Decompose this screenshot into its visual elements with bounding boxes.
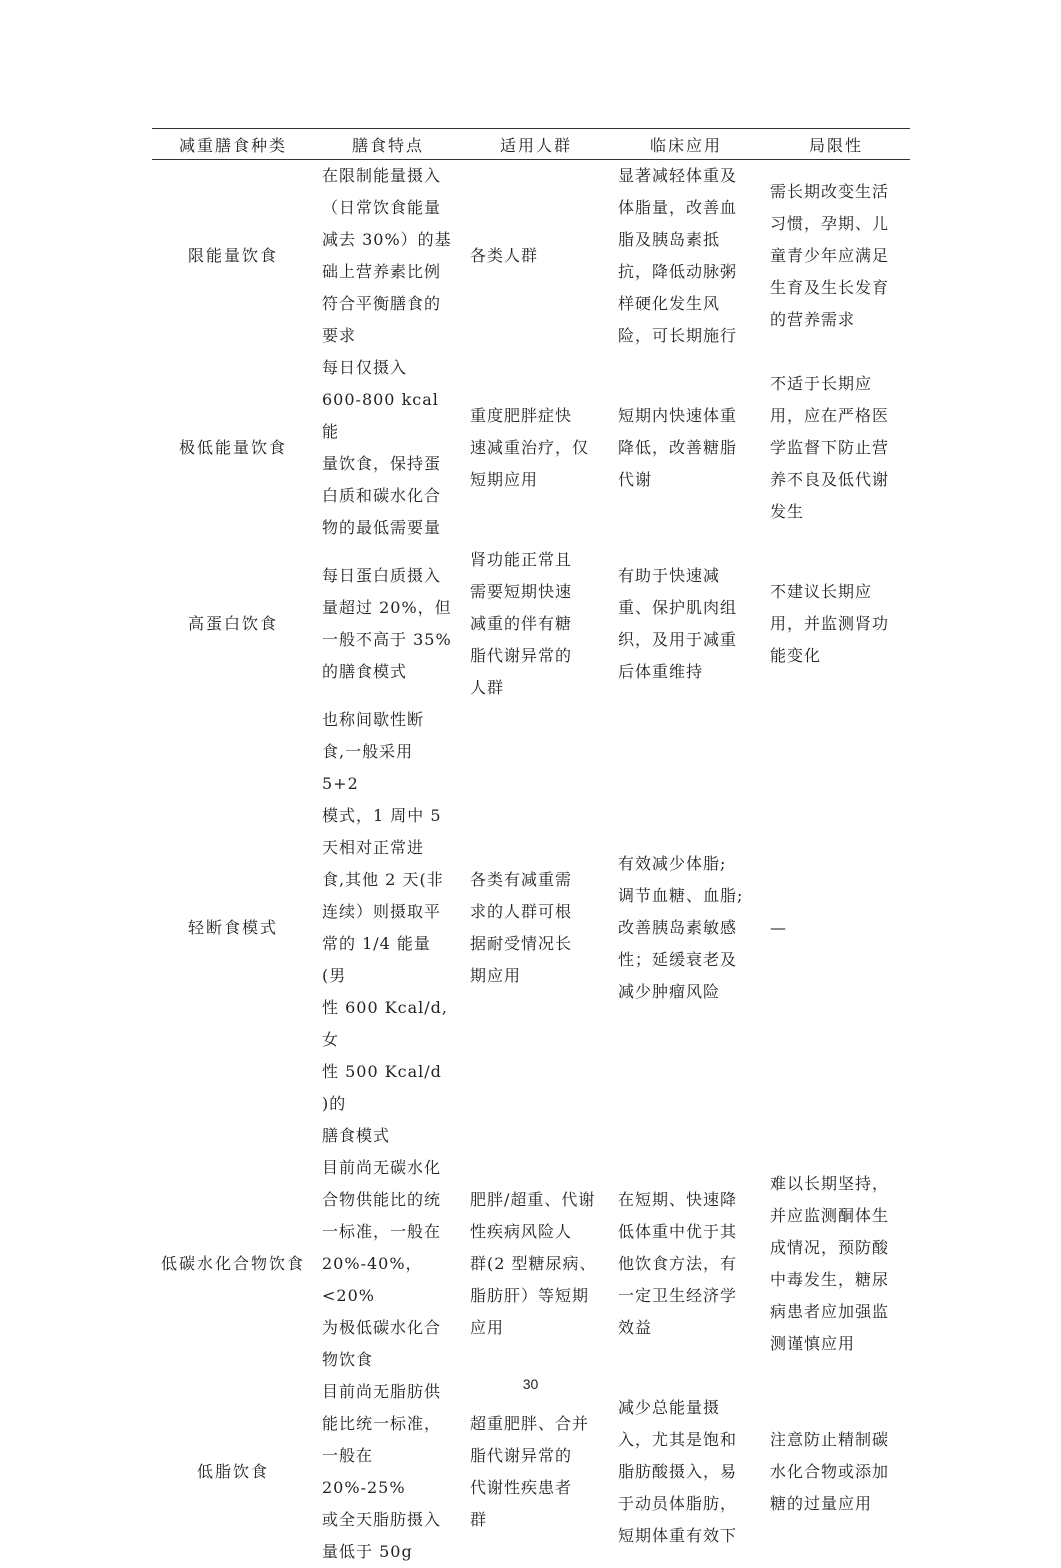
table-row [152, 704, 910, 1152]
table-header [152, 129, 910, 160]
population-cell [462, 1376, 610, 1568]
population-cell [462, 160, 610, 353]
diet-type-cell [152, 1152, 314, 1376]
limitations: — [770, 912, 902, 944]
features-cell [314, 1376, 462, 1568]
header-clinical: 临床应用 [610, 129, 762, 160]
diet-features: 每日蛋白质摄入 量超过 20%，但 一般不高于 35% 的膳食模式 [322, 560, 454, 688]
population-cell [462, 704, 610, 1152]
clinical-cell [610, 1152, 762, 1376]
table-row [152, 160, 910, 353]
population-cell [462, 352, 610, 544]
clinical-application: 在短期、快速降 低体重中优于其 他饮食方法，有 一定卫生经济学 效益 [618, 1184, 754, 1344]
diet-type-cell [152, 1376, 314, 1568]
limitations: 不建议长期应 用，并监测肾功 能变化 [770, 576, 902, 672]
limitations-cell [762, 704, 910, 1152]
diet-type: 轻断食模式 [152, 912, 314, 944]
table-row [152, 544, 910, 704]
header-limitations: 局限性 [762, 129, 910, 160]
diet-type: 高蛋白饮食 [152, 608, 314, 640]
clinical-cell [610, 160, 762, 353]
target-population: 肾功能正常且 需要短期快速 减重的伴有糖 脂代谢异常的 人群 [470, 544, 602, 704]
diet-features: 每日仅摄入 600-800 kcal 能 量饮食，保持蛋 白质和碳水化合 物的最低需要量 [322, 352, 454, 544]
features-cell [314, 544, 462, 704]
diet-features: 也称间歇性断 食,一般采用 5+2 模式，1 周中 5 天相对正常进 食,其他 2 天(非 连续）则摄取平 常的 1/4 能量(男 性 600 Kcal/d,女 性 500 Kcal/d )的 膳食模式 [322, 704, 454, 1152]
diet-type-cell [152, 160, 314, 353]
header-diet-type: 减重膳食种类 [152, 129, 314, 160]
features-cell [314, 704, 462, 1152]
features-cell [314, 160, 462, 353]
limitations-cell [762, 544, 910, 704]
diet-type: 限能量饮食 [152, 240, 314, 272]
clinical-cell [610, 544, 762, 704]
population-cell [462, 544, 610, 704]
features-cell [314, 352, 462, 544]
clinical-application: 有助于快速减 重、保护肌肉组 织，及用于减重 后体重维持 [618, 560, 754, 688]
diet-type-cell [152, 352, 314, 544]
limitations: 难以长期坚持， 并应监测酮体生 成情况，预防酸 中毒发生，糖尿 病患者应加强监 测谨慎应用 [770, 1168, 902, 1360]
diet-features: 在限制能量摄入 （日常饮食能量 减去 30%）的基 础上营养素比例 符合平衡膳食的 要求 [322, 160, 454, 352]
clinical-application: 有效减少体脂; 调节血糖、血脂; 改善胰岛素敏感 性；延缓衰老及 减少肿瘤风险 [618, 848, 754, 1008]
clinical-cell [610, 352, 762, 544]
header-features: 膳食特点 [314, 129, 462, 160]
clinical-application: 减少总能量摄 入，尤其是饱和 脂肪酸摄入，易 于动员体脂肪， 短期体重有效下 [618, 1392, 754, 1552]
target-population: 肥胖/超重、代谢 性疾病风险人 群(2 型糖尿病、 脂肪肝）等短期 应用 [470, 1184, 602, 1344]
limitations-cell [762, 1152, 910, 1376]
features-cell [314, 1152, 462, 1376]
limitations-cell [762, 352, 910, 544]
diet-comparison-table [152, 128, 910, 1568]
limitations: 注意防止精制碳 水化合物或添加 糖的过量应用 [770, 1424, 902, 1520]
limitations: 需长期改变生活 习惯，孕期、儿 童青少年应满足 生育及生长发育 的营养需求 [770, 176, 902, 336]
population-cell [462, 1152, 610, 1376]
diet-type: 极低能量饮食 [152, 432, 314, 464]
diet-features: 目前尚无脂肪供 能比统一标准， 一般在 20%-25% 或全天脂肪摄入 量低于 50g [322, 1376, 454, 1568]
limitations-cell [762, 160, 910, 353]
target-population: 重度肥胖症快 速减重治疗，仅 短期应用 [470, 400, 602, 496]
limitations-cell [762, 1376, 910, 1568]
limitations: 不适于长期应 用，应在严格医 学监督下防止营 养不良及低代谢 发生 [770, 368, 902, 528]
table-row [152, 1376, 910, 1568]
page-number: 30 [0, 1376, 1061, 1392]
table-body [152, 160, 910, 1568]
table-row [152, 352, 910, 544]
target-population: 超重肥胖、合并 脂代谢异常的 代谢性疾患者 群 [470, 1408, 602, 1536]
target-population: 各类人群 [470, 240, 602, 272]
header-population: 适用人群 [462, 129, 610, 160]
header-row [152, 129, 910, 160]
target-population: 各类有减重需 求的人群可根 据耐受情况长 期应用 [470, 864, 602, 992]
clinical-cell [610, 1376, 762, 1568]
diet-type-cell [152, 544, 314, 704]
diet-type: 低碳水化合物饮食 [152, 1248, 314, 1280]
diet-type: 低脂饮食 [152, 1456, 314, 1488]
diet-type-cell [152, 704, 314, 1152]
table-row [152, 1152, 910, 1376]
clinical-cell [610, 704, 762, 1152]
diet-features: 目前尚无碳水化 合物供能比的统 一标准，一般在 20%-40%，<20% 为极低碳水化合 物饮食 [322, 1152, 454, 1376]
clinical-application: 显著减轻体重及 体脂量，改善血 脂及胰岛素抵 抗，降低动脉粥 样硬化发生风 险，可长期施行 [618, 160, 754, 352]
clinical-application: 短期内快速体重 降低，改善糖脂 代谢 [618, 400, 754, 496]
